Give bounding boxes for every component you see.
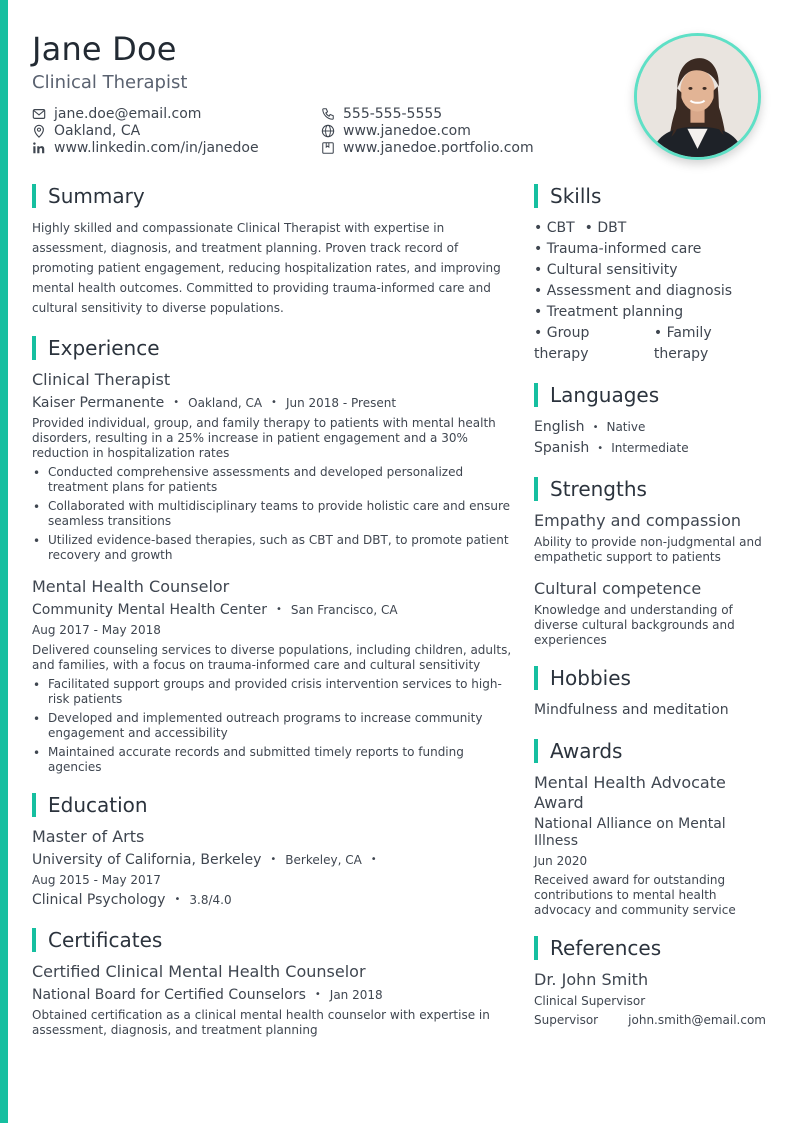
job-bullet: • Utilized evidence-based therapies, such as CBT and DBT, to promote patient recovery and growth [32, 533, 512, 563]
hobbies-heading: Hobbies [534, 666, 766, 690]
mail-icon [32, 107, 46, 121]
skill-item: • Group therapy [534, 325, 590, 362]
languages-section [534, 383, 766, 459]
contact-location-text: Oakland, CA [54, 122, 141, 139]
skill-name: DBT [597, 220, 627, 236]
contact-website-text: www.janedoe.com [343, 122, 471, 139]
job-dates-row [32, 620, 512, 640]
education-gpa: 3.8/4.0 [189, 893, 232, 907]
job-bullet: • Facilitated support groups and provided crisis intervention services to high-risk patients [32, 677, 512, 707]
award-issuer: National Alliance on Mental Illness [534, 816, 726, 849]
job-bullets [32, 465, 512, 563]
separator-dot: • [592, 422, 599, 433]
location-pin-icon [32, 124, 46, 138]
skill-row [534, 239, 766, 260]
reference-email[interactable]: john.smith@email.com [628, 1013, 766, 1027]
education-heading: Education [32, 793, 512, 817]
skills-list [534, 218, 766, 365]
contact-linkedin[interactable] [32, 139, 259, 156]
contact-email-text: jane.doe@email.com [54, 105, 202, 122]
job-location: Oakland, CA [188, 396, 263, 410]
right-column [534, 184, 766, 1046]
contact-portfolio[interactable] [321, 139, 534, 156]
certificates-heading: Certificates [32, 928, 512, 952]
separator-dot: • [314, 989, 321, 1000]
language-item [534, 417, 766, 438]
contact-phone[interactable] [321, 105, 442, 122]
skill-name: Assessment and diagnosis [546, 283, 733, 299]
hobby-item: Mindfulness and meditation [534, 702, 729, 718]
awards-heading: Awards [534, 739, 766, 763]
certificates-section [32, 928, 512, 1038]
reference-name: Dr. John Smith [534, 970, 649, 989]
education-meta [32, 850, 512, 890]
separator-dot: • [597, 443, 604, 454]
job-meta [32, 393, 512, 413]
strength-title: Cultural competence [534, 579, 702, 598]
certificate-meta [32, 985, 512, 1005]
hobbies-section [534, 666, 766, 721]
separator-dot: • [271, 397, 277, 408]
separator-dot: • [370, 854, 377, 865]
language-level: Native [606, 420, 646, 434]
job-bullet: • Conducted comprehensive assessments and developed personalized treatment plans for patients [32, 465, 512, 495]
skills-section [534, 184, 766, 365]
strength-title: Empathy and compassion [534, 511, 741, 530]
candidate-name: Jane Doe [32, 30, 177, 68]
job-description: Provided individual, group, and family therapy to patients with mental health disorders, resulting in a 25% increase in patient engagement and a 30% reduction in hospitalization rates [32, 416, 496, 460]
skill-item: • Cultural sensitivity [534, 262, 678, 278]
award-title: Mental Health Advocate Award [534, 773, 726, 812]
resume-header [32, 30, 632, 159]
certificate-date: Jan 2018 [329, 988, 383, 1002]
separator-dot: • [270, 854, 277, 865]
language-item [534, 438, 766, 459]
education-degree: Master of Arts [32, 827, 145, 846]
contact-linkedin-text: www.linkedin.com/in/janedoe [54, 139, 259, 156]
separator-dot: • [174, 894, 181, 905]
accent-stripe [0, 0, 8, 1123]
globe-icon [321, 124, 335, 138]
skill-name: CBT [546, 220, 575, 236]
strengths-heading: Strengths [534, 477, 766, 501]
reference-position: Clinical Supervisor [534, 994, 646, 1008]
job-bullets [32, 677, 512, 775]
job-dates: Jun 2018 - Present [285, 396, 397, 410]
language-name: Spanish [534, 440, 590, 456]
linkedin-icon [32, 141, 46, 155]
job-dates: Aug 2017 - May 2018 [32, 623, 161, 637]
certificate-description: Obtained certification as a clinical mental health counselor with expertise in assessment, diagnosis, and treatment planning [32, 1008, 490, 1037]
language-name: English [534, 419, 585, 435]
strength-item [534, 579, 766, 648]
job-bullet: • Maintained accurate records and submitted timely reports to funding agencies [32, 745, 512, 775]
skill-item: • Treatment planning [534, 304, 684, 320]
job-location: San Francisco, CA [290, 603, 398, 617]
skill-item: • DBT [584, 220, 627, 236]
experience-item [32, 370, 512, 563]
job-company: Kaiser Permanente [32, 395, 165, 411]
award-description: Received award for outstanding contributions to mental health advocacy and community service [534, 873, 736, 917]
education-school: University of California, Berkeley [32, 852, 262, 868]
contact-location [32, 122, 140, 139]
references-heading: References [534, 936, 766, 960]
contact-email[interactable] [32, 105, 201, 122]
languages-heading: Languages [534, 383, 766, 407]
reference-contact-row [534, 1013, 766, 1028]
separator-dot: • [173, 397, 180, 408]
skill-item: • Assessment and diagnosis [534, 283, 733, 299]
job-bullet: • Collaborated with multidisciplinary teams to provide holistic care and ensure seamless transitions [32, 499, 512, 529]
skill-name: Group therapy [534, 325, 590, 362]
skill-item: • Family therapy [653, 325, 712, 362]
references-section [534, 936, 766, 1028]
skill-row [534, 302, 766, 323]
language-level: Intermediate [611, 441, 689, 455]
education-field: Clinical Psychology [32, 892, 166, 908]
portfolio-icon [321, 141, 335, 155]
awards-section [534, 739, 766, 918]
certificate-name: Certified Clinical Mental Health Counselor [32, 962, 366, 981]
skill-row [534, 323, 766, 365]
job-title: Mental Health Counselor [32, 577, 230, 596]
reference-relation: Supervisor [534, 1013, 599, 1027]
education-section [32, 793, 512, 910]
phone-icon [321, 107, 335, 121]
left-column [32, 184, 512, 1056]
skill-item: • CBT [534, 220, 575, 236]
skills-heading: Skills [534, 184, 766, 208]
skill-row [534, 260, 766, 281]
contact-info [32, 105, 632, 159]
skill-item: • Trauma-informed care [534, 241, 702, 257]
experience-section [32, 336, 512, 775]
portrait-image [637, 36, 758, 157]
skill-name: Family therapy [653, 325, 712, 362]
certificate-issuer: National Board for Certified Counselors [32, 987, 306, 1003]
job-company: Community Mental Health Center [32, 602, 267, 618]
summary-text: Highly skilled and compassionate Clinical Therapist with expertise in assessment, diagnosis, and treatment planning. Proven track record of promoting patient engagement, reducing hospitalization rates, and improving mental health outcomes. Committed to providing trauma-informed care and cultural sensitivity to diverse populations. [32, 221, 501, 315]
strength-item [534, 511, 766, 565]
skill-name: Treatment planning [546, 304, 684, 320]
job-meta [32, 600, 512, 620]
candidate-title: Clinical Therapist [32, 72, 188, 93]
experience-heading: Experience [32, 336, 512, 360]
job-description: Delivered counseling services to diverse populations, including children, adults, and families, with a focus on trauma-informed care and cultural sensitivity [32, 643, 512, 672]
education-dates: Aug 2015 - May 2017 [32, 873, 161, 887]
experience-item [32, 577, 512, 775]
summary-section [32, 184, 512, 318]
contact-phone-text: 555-555-5555 [343, 105, 443, 122]
contact-portfolio-text: www.janedoe.portfolio.com [343, 139, 534, 156]
skill-name: Trauma-informed care [546, 241, 702, 257]
skill-row [534, 281, 766, 302]
strength-description: Ability to provide non-judgmental and empathetic support to patients [534, 535, 762, 564]
strengths-section [534, 477, 766, 648]
contact-website[interactable] [321, 122, 471, 139]
skill-row [534, 218, 766, 239]
education-location: Berkeley, CA [285, 853, 362, 867]
summary-heading: Summary [32, 184, 512, 208]
skill-name: Cultural sensitivity [546, 262, 678, 278]
award-date: Jun 2020 [534, 854, 588, 868]
job-bullet: • Developed and implemented outreach programs to increase community engagement and accessibility [32, 711, 512, 741]
strength-description: Knowledge and understanding of diverse cultural backgrounds and experiences [534, 603, 735, 647]
separator-dot: • [276, 604, 282, 615]
job-title: Clinical Therapist [32, 370, 171, 389]
profile-photo [634, 33, 761, 160]
education-field-row [32, 890, 512, 910]
